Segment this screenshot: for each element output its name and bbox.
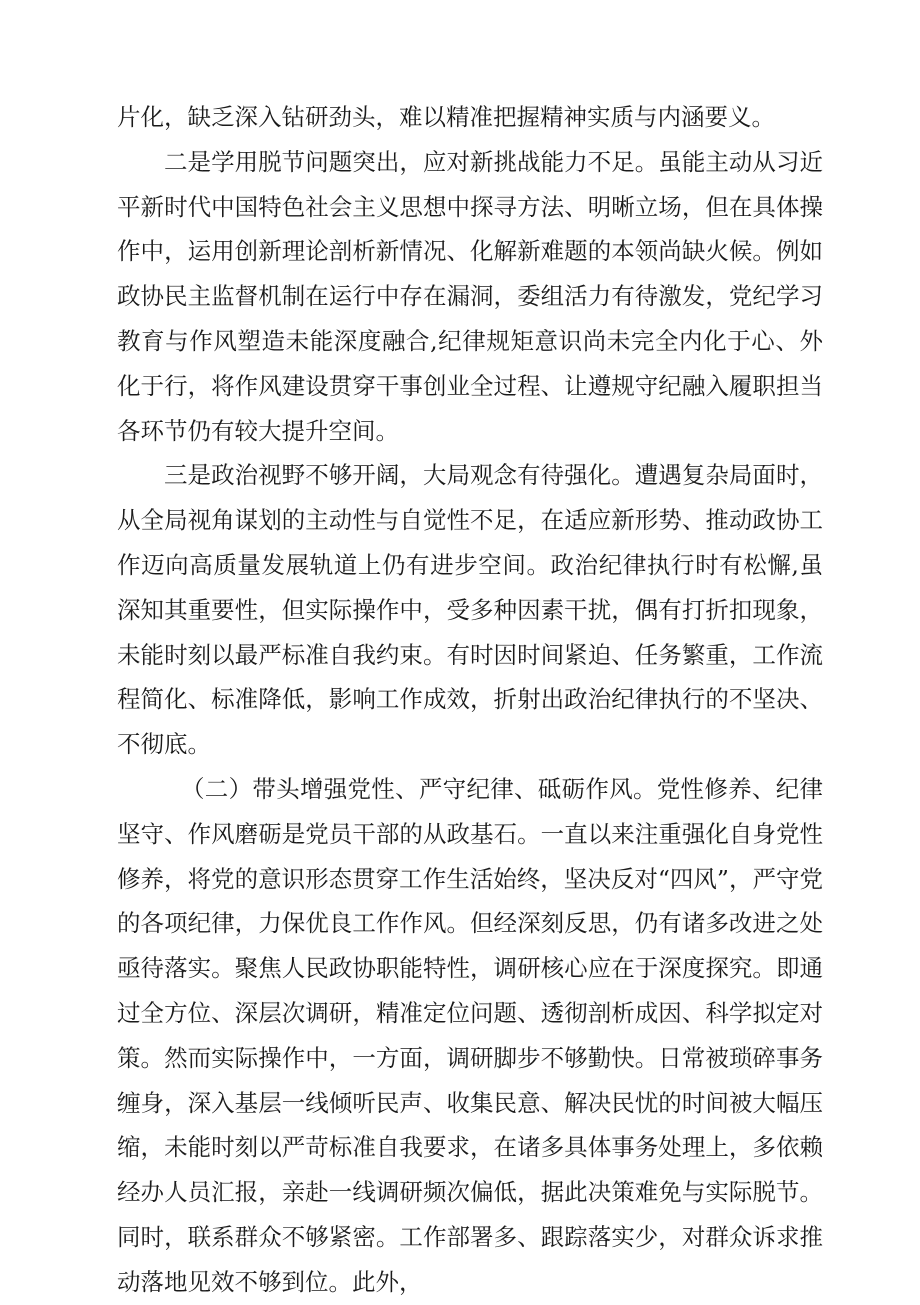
paragraph-continuation: 片化，缺乏深入钻研劲头，难以精准把握精神实质与内涵要义。	[117, 103, 775, 131]
paragraph-point-two: 二是学用脱节问题突出，应对新挑战能力不足。虽能主动从习近平新时代中国特色社会主义思想中探寻方法、明晰立场，但在具体操作中，运用创新理论剖析新情况、化解新难题的本领尚缺火候。例如政协民主监督机制在运行中存在漏洞，委组活力有待激发，党纪学习教育与作风塑造未能深度融合,纪律规矩意识尚未完全内化于心、外化于行，将作风建设贯穿干事创业全过程、让遵规守纪融入履职担当各环节仍有较大提升空间。	[117, 147, 823, 445]
paragraph-section-two: （二）带头增强党性、严守纪律、砥砺作风。党性修养、纪律坚守、作风磨砺是党员干部的从政基石。一直以来注重强化自身党性修养，将党的意识形态贯穿工作生活始终，坚决反对“四风”，严守党的各项纪律，力保优良工作作风。但经深刻反思，仍有诸多改进之处亟待落实。聚焦人民政协职能特性，调研核心应在于深度探究。即通过全方位、深层次调研，精准定位问题、透彻剖析成因、科学拟定对策。然而实际操作中，一方面，调研脚步不够勤快。日常被琐碎事务缠身，深入基层一线倾听民声、收集民意、解决民忧的时间被大幅压缩，未能时刻以严苛标准自我要求，在诸多具体事务处理上，多依赖经办人员汇报，亲赴一线调研频次偏低，据此决策难免与实际脱节。同时，联系群众不够紧密。工作部署多、跟踪落实少，对群众诉求推动落地见效不够到位。此外，	[117, 774, 823, 1296]
document-body	[117, 95, 823, 1305]
paragraph-point-three: 三是政治视野不够开阔，大局观念有待强化。遭遇复杂局面时，从全局视角谋划的主动性与自觉性不足，在适应新形势、推动政协工作迈向高质量发展轨道上仍有进步空间。政治纪律执行时有松懈,虽深知其重要性，但实际操作中，受多种因素干扰，偶有打折扣现象，未能时刻以最严标准自我约束。有时因时间紧迫、任务繁重，工作流程简化、标准降低，影响工作成效，折射出政治纪律执行的不坚决、不彻底。	[117, 461, 823, 759]
